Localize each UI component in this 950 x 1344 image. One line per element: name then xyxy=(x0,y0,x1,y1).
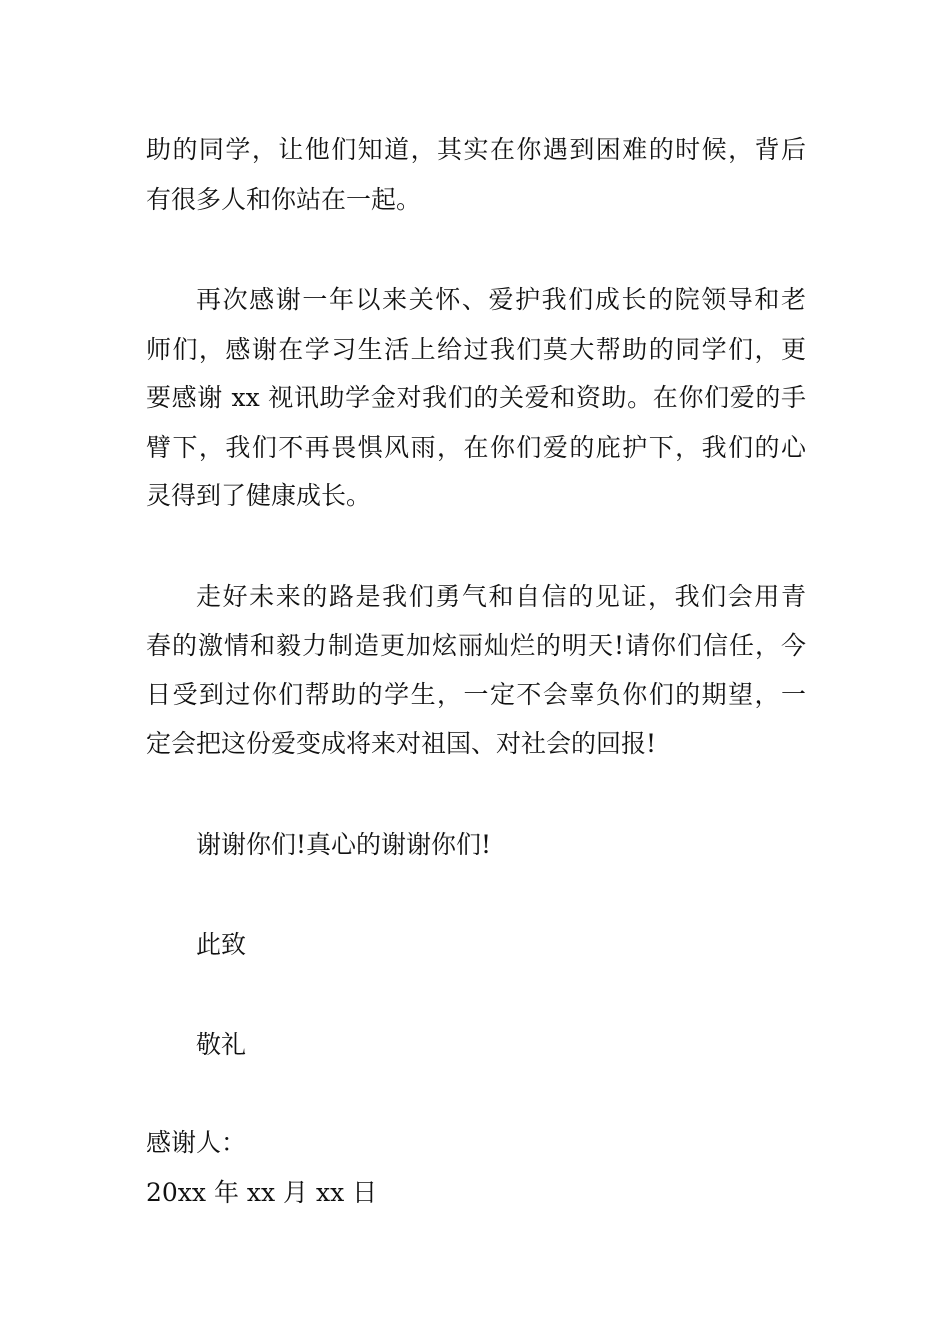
paragraph-2-line-3: 要感谢 xx 视讯助学金对我们的关爱和资助。在你们爱的手 xyxy=(146,383,806,412)
date-line: 20xx 年 xx 月 xx 日 xyxy=(146,1178,378,1207)
paragraph-1-line-1: 助的同学，让他们知道，其实在你遇到困难的时候，背后 xyxy=(146,135,806,164)
paragraph-2-line-2: 师们，感谢在学习生活上给过我们莫大帮助的同学们，更 xyxy=(146,335,806,364)
paragraph-3-line-4: 定会把这份爱变成将来对祖国、对社会的回报! xyxy=(146,729,657,758)
signer-label: 感谢人： xyxy=(146,1128,247,1157)
paragraph-2-line-5: 灵得到了健康成长。 xyxy=(146,481,372,510)
paragraph-3-line-3: 日受到过你们帮助的学生，一定不会辜负你们的期望，一 xyxy=(146,680,806,709)
closing-cizhi: 此致 xyxy=(196,930,247,959)
closing-jingli: 敬礼 xyxy=(196,1030,247,1059)
paragraph-1-line-2: 有很多人和你站在一起。 xyxy=(146,185,422,214)
paragraph-3-line-1: 走好未来的路是我们勇气和自信的见证，我们会用青 xyxy=(196,582,806,611)
paragraph-2-line-1: 再次感谢一年以来关怀、爱护我们成长的院领导和老 xyxy=(196,285,806,314)
paragraph-3-line-2: 春的激情和毅力制造更加炫丽灿烂的明天!请你们信任，今 xyxy=(146,631,806,660)
paragraph-2-line-4: 臂下，我们不再畏惧风雨，在你们爱的庇护下，我们的心 xyxy=(146,433,806,462)
thanks-line: 谢谢你们!真心的谢谢你们! xyxy=(196,830,492,859)
